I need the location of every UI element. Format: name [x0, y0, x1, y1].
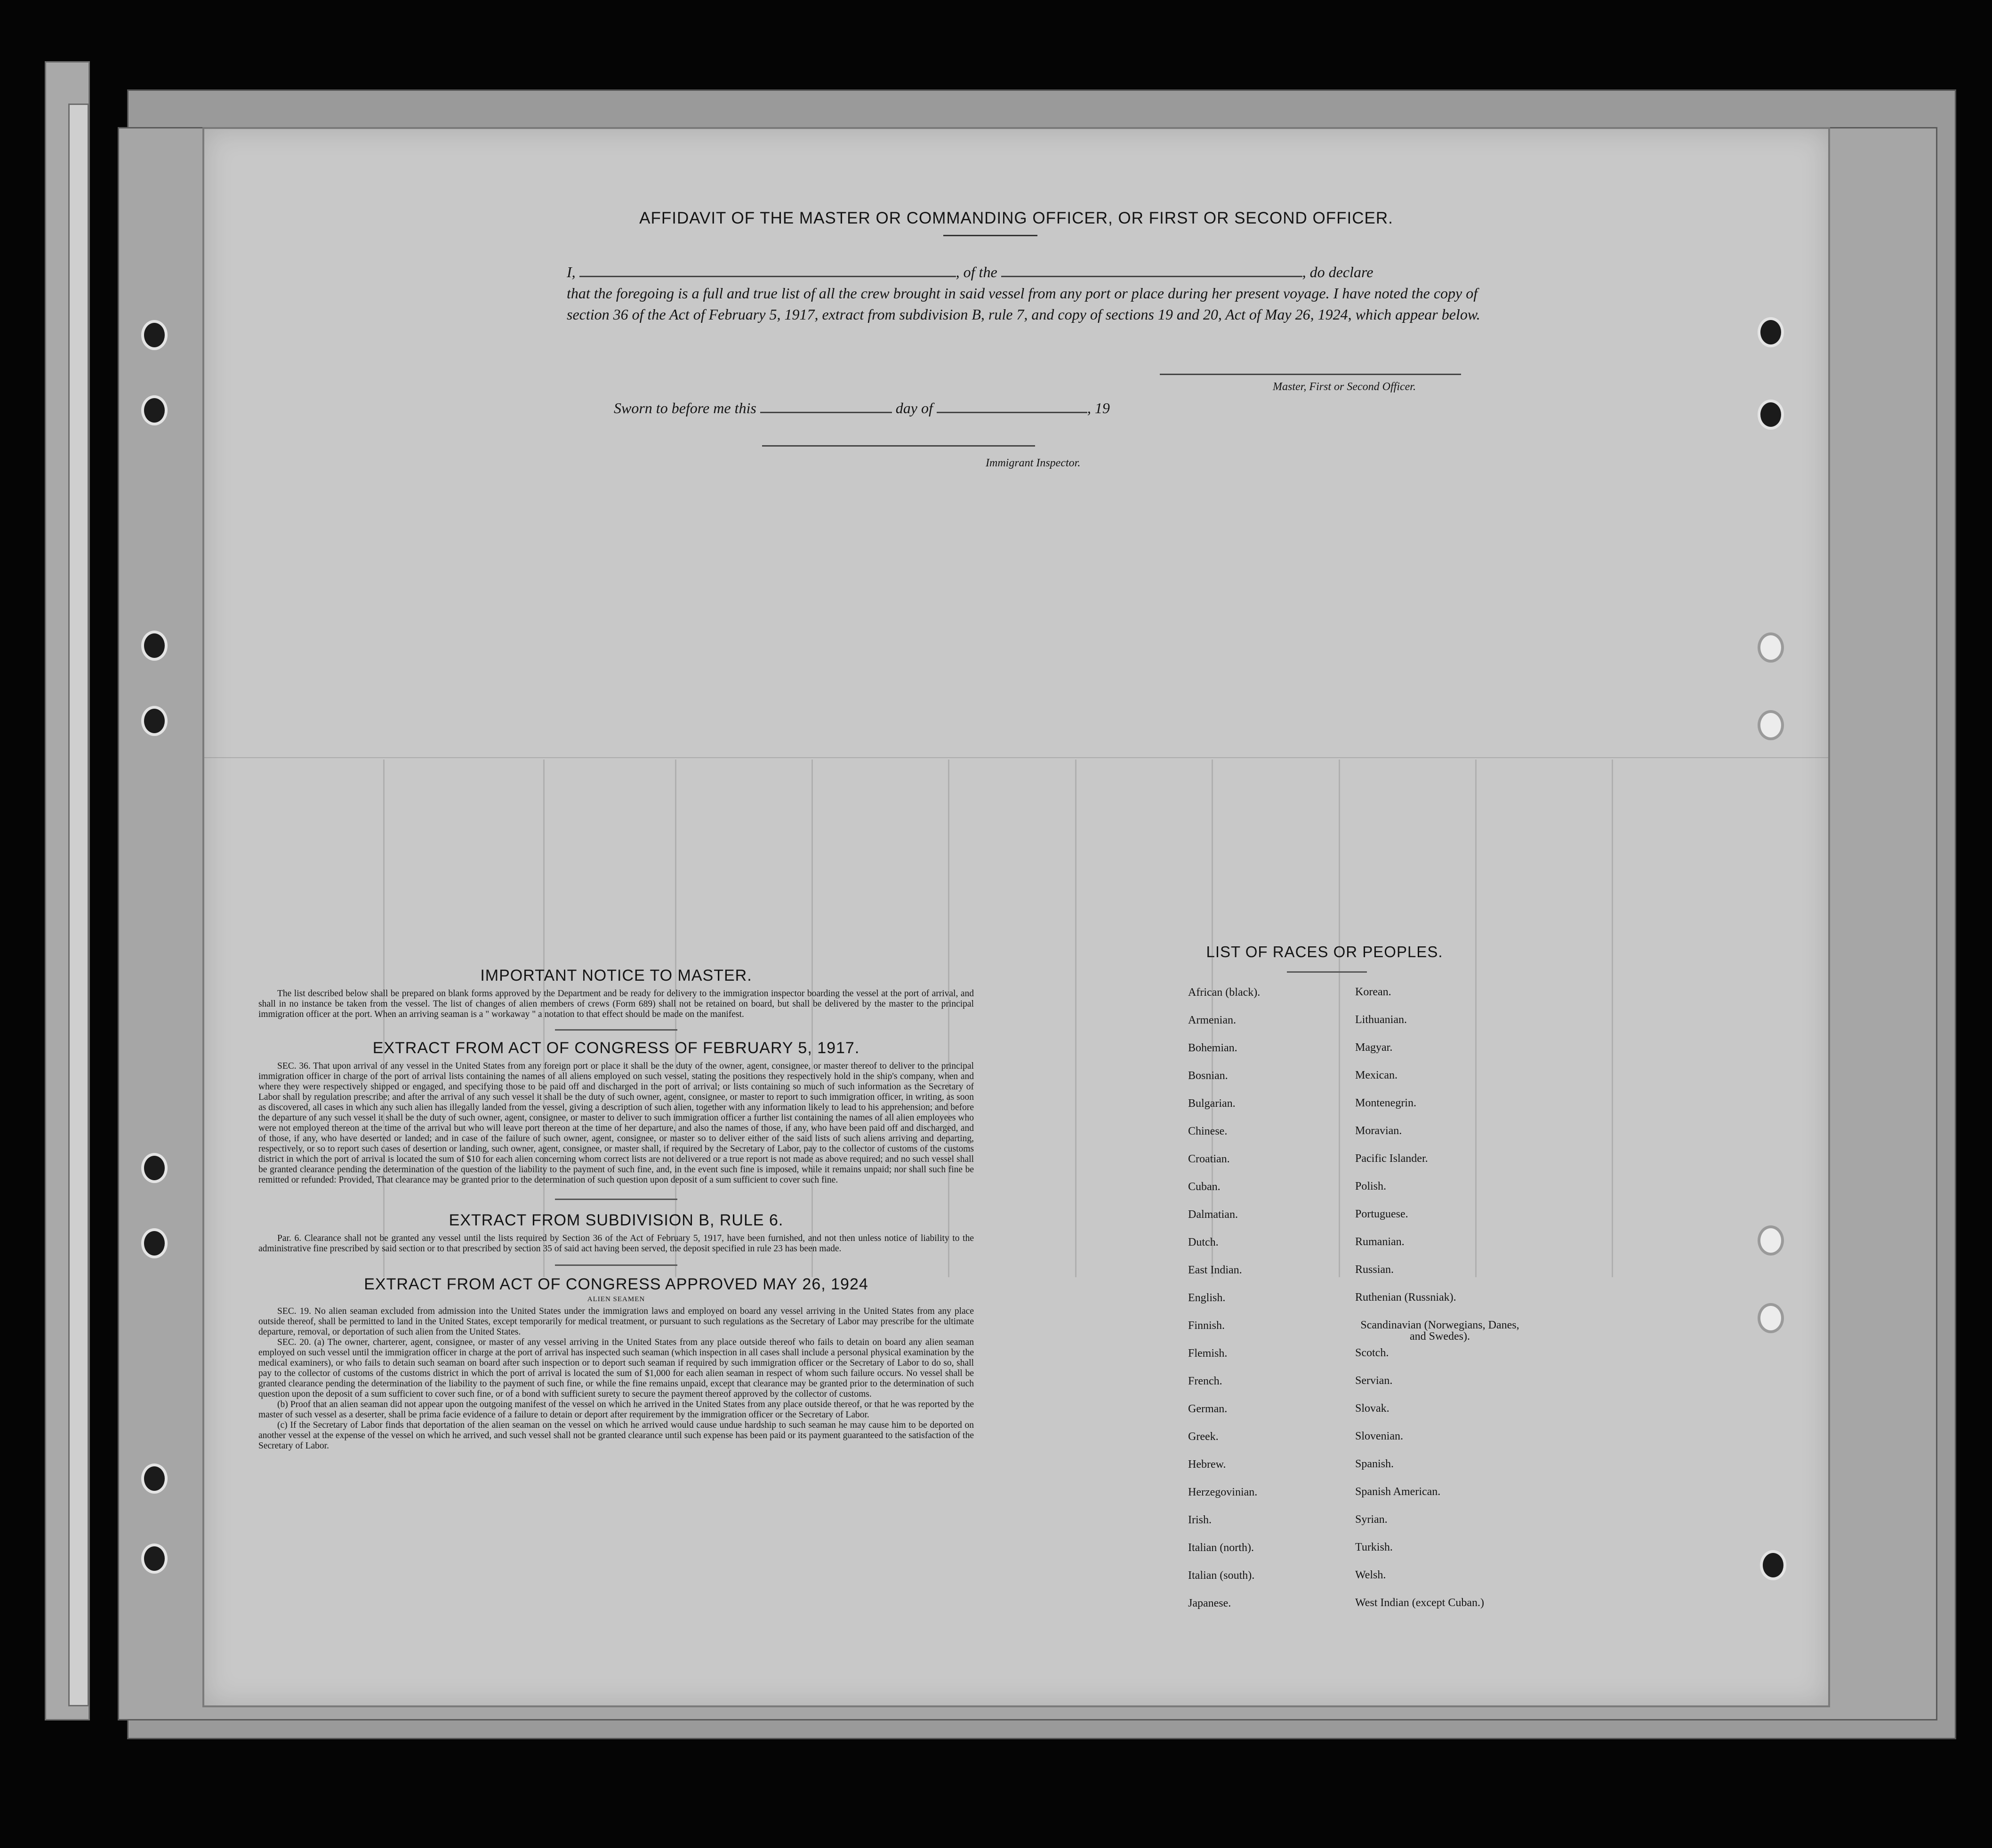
race-row — [1188, 1292, 1588, 1320]
subdivision-body: Par. 6. Clearance shall not be granted any vessel until the lists required by Section 36 of the Act of February 5, 1917, have been furnished, and not then unless notice of liability to the administrative fine prescribed by said section or to that prescribed by section 35 of said act having been served, the deposit specified in rule 23 has been made. — [258, 1233, 974, 1254]
race-row — [1188, 1208, 1588, 1236]
race-row — [1188, 1236, 1588, 1264]
day-of-label: day of — [895, 400, 933, 416]
race-entry: Scotch. — [1355, 1347, 1389, 1359]
race-entry: Portuguese. — [1355, 1208, 1408, 1220]
race-entry: Greek. — [1188, 1431, 1219, 1443]
race-entry: Cuban. — [1188, 1181, 1221, 1193]
race-entry: Japanese. — [1188, 1597, 1231, 1609]
race-entry: Dutch. — [1188, 1236, 1219, 1248]
binder-hole — [141, 1228, 168, 1258]
race-row — [1188, 1181, 1588, 1208]
extract-1924-subtitle: ALIEN SEAMEN — [587, 1296, 645, 1303]
sec-20c-text — [258, 1420, 974, 1451]
declarant-prefix: I, — [567, 264, 576, 280]
binder-hole — [141, 1544, 168, 1574]
declarant-name-field[interactable] — [579, 276, 956, 277]
race-entry: Montenegrin. — [1355, 1097, 1416, 1109]
race-entry: Italian (north). — [1188, 1542, 1254, 1554]
race-entry: Magyar. — [1355, 1041, 1393, 1054]
notice-text — [258, 989, 974, 1020]
binder-hole — [1758, 317, 1784, 347]
race-row — [1188, 1542, 1588, 1569]
affidavit-title: AFFIDAVIT OF THE MASTER OR COMMANDING OFFICER, OR FIRST OR SECOND OFFICER. — [639, 209, 1393, 227]
binder-hole — [1758, 1303, 1784, 1333]
binder-hole — [1758, 400, 1784, 430]
race-entry: Slovenian. — [1355, 1430, 1403, 1442]
binder-hole — [141, 395, 168, 425]
binder-edge-inner — [68, 104, 89, 1706]
subdivision-title: EXTRACT FROM SUBDIVISION B, RULE 6. — [449, 1211, 784, 1229]
race-row — [1188, 1375, 1588, 1403]
race-entry: Servian. — [1355, 1375, 1393, 1387]
race-row — [1188, 1097, 1588, 1125]
race-entry: Polish. — [1355, 1180, 1387, 1192]
subdivision-text — [258, 1233, 974, 1254]
race-entry: Russian. — [1355, 1264, 1394, 1276]
vessel-name-field[interactable] — [1001, 276, 1302, 277]
race-entry: German. — [1188, 1403, 1228, 1415]
race-row — [1188, 1403, 1588, 1431]
race-entry: African (black). — [1188, 986, 1261, 999]
section-rule — [555, 1029, 677, 1031]
race-entry: East Indian. — [1188, 1264, 1242, 1276]
race-entry: Irish. — [1188, 1514, 1212, 1526]
year-label: , 19 — [1087, 400, 1110, 416]
master-signature-line[interactable] — [1160, 374, 1461, 375]
race-entry: West Indian (except Cuban.) — [1355, 1597, 1484, 1609]
race-row — [1188, 1014, 1588, 1042]
race-row — [1188, 1125, 1588, 1153]
race-row — [1188, 1347, 1588, 1375]
bleed-through-column — [1075, 760, 1076, 1277]
binder-hole — [141, 631, 168, 661]
sworn-month-field[interactable] — [937, 412, 1087, 413]
binder-hole — [1758, 710, 1784, 740]
of-the-label: , of the — [956, 264, 997, 280]
races-title: LIST OF RACES OR PEOPLES. — [1206, 943, 1443, 960]
extract-1917-title: EXTRACT FROM ACT OF CONGRESS OF FEBRUARY 5, 1917. — [372, 1039, 860, 1057]
master-signature-label: Master, First or Second Officer. — [1273, 381, 1416, 393]
race-entry: Spanish. — [1355, 1458, 1394, 1470]
race-entry: Spanish American. — [1355, 1486, 1441, 1498]
race-entry: Italian (south). — [1188, 1569, 1255, 1582]
race-row — [1188, 1153, 1588, 1181]
sec-20b-text — [258, 1400, 974, 1420]
race-entry: Flemish. — [1188, 1347, 1228, 1360]
sec-19-text — [258, 1306, 974, 1337]
extract-1917-text — [258, 1061, 974, 1185]
race-entry: Bohemian. — [1188, 1042, 1237, 1054]
sec-20a-body: SEC. 20. (a) The owner, charterer, agent, consignee, or master of any vessel arriving in the United States from any place outside thereof who fails to detain on board any alien seaman employed on such vessel until the immigration officer in charge at the port of arrival has inspected such seaman (which inspection in all cases shall include a personal physical examination by the medical examiners), or who fails to detain such seaman on board after such inspection or to deport such seaman if required by such immigration officer or the Secretary of Labor to do so, shall pay to the collector of customs of the customs district in which the port of arrival is located the sum of $1,000 for each alien seaman in respect of whom such failure occurs. No vessel shall be granted clearance pending the determination of the liability to the payment of such fine, or while the fine remains unpaid, except that clearance may be granted prior to the determination of such question upon the deposit of a sum sufficient to cover such fine, or of a bond with sufficient surety to secure the payment thereof approved by the collector of customs. — [258, 1337, 974, 1399]
race-entry: English. — [1188, 1292, 1226, 1304]
race-entry: Slovak. — [1355, 1402, 1390, 1415]
race-row — [1188, 1597, 1588, 1625]
race-entry: Chinese. — [1188, 1125, 1228, 1137]
race-row — [1188, 1431, 1588, 1458]
affidavit-text — [567, 262, 1485, 325]
race-entry: Rumanian. — [1355, 1236, 1405, 1248]
race-row — [1188, 1458, 1588, 1486]
binder-hole — [141, 320, 168, 350]
sec-20a-text — [258, 1337, 974, 1400]
do-declare-label: , do declare — [1302, 264, 1374, 280]
race-entry: Croatian. — [1188, 1153, 1230, 1165]
race-entry: Mexican. — [1355, 1069, 1398, 1081]
sworn-prefix: Sworn to before me this — [614, 400, 756, 416]
binder-hole — [141, 1153, 168, 1183]
binder-hole — [1758, 1225, 1784, 1256]
race-row — [1188, 1514, 1588, 1542]
notice-title: IMPORTANT NOTICE TO MASTER. — [480, 967, 752, 984]
section-rule — [555, 1264, 677, 1266]
affidavit-body: that the foregoing is a full and true list of all the crew brought in said vessel from any port or place during her present voyage. I have noted the copy of section 36 of the Act of February 5, 1917, extract from subdivision B, rule 7, and copy of sections 19 and 20, Act of May 26, 1924, which appear below. — [567, 285, 1480, 323]
sec-19-body: SEC. 19. No alien seaman excluded from admission into the United States under the immigration laws and employed on board any vessel arriving in the United States from any place outside thereof, shall be permitted to land in the United States, except temporarily for medical treatment, or pursuant to such regulations as the Secretary of Labor may prescribe for the ultimate departure, removal, or deportation of such alien from the United States. — [258, 1306, 974, 1337]
race-row — [1188, 1042, 1588, 1070]
race-entry: Moravian. — [1355, 1125, 1402, 1137]
declaration-line — [567, 262, 1485, 283]
race-row — [1188, 986, 1588, 1014]
binder-hole — [1758, 632, 1784, 663]
race-entry: Bulgarian. — [1188, 1097, 1236, 1110]
race-entry: Dalmatian. — [1188, 1208, 1238, 1221]
extract-1917-body: SEC. 36. That upon arrival of any vessel in the United States from any foreign port or place it shall be the duty of the owner, agent, consignee, or master thereof to deliver to the principal immigration officer in charge of the port of arrival lists containing the names of all aliens employed on such vessel, stating the positions they respectively hold in the ship's company, when and where they were respectively shipped or engaged, and specifying those to be paid off and discharged in the port of arrival; or lists containing so much of such information as the Secretary of Labor shall by regulation prescribe; and after the arrival of any such vessel it shall be the duty of such owner, agent, consignee, or master to report to such immigration officer, in writing, as soon as discovered, all cases in which any such alien has illegally landed from the vessel, giving a description of such alien, together with any information likely to lead to his apprehension; and before the departure of any such vessel it shall be the duty of such owner, agent, consignee, or master to deliver to such immigration officer a further list containing the names of all alien employees who were not employed thereon at the time of the arrival but who will leave port thereon at the time of her departure, and also the names of those, if any, who have been paid off and discharged, and of those, if any, who have deserted or landed; and in case of the failure of such owner, agent, consignee, or master so to deliver either of the said lists of such aliens arriving and departing, respectively, or so to report such cases of desertion or landing, such owner, agent, consignee, or master shall, if required by the Secretary of Labor, pay to the collector of customs of the customs district in which the port of arrival is located the sum of $10 for each alien concerning whom correct lists are not delivered or a true report is not made as above required; and no such vessel shall be granted clearance pending the determination of the question of the liability to the payment of such fine, and, in the event such fine is imposed, while it remains unpaid; nor shall such fine be remitted or refunded: Provided, That clearance may be granted prior to the determination of such question upon deposit of a sum sufficient to cover such fine. — [258, 1061, 974, 1185]
legal-extracts — [258, 967, 974, 1451]
race-row — [1188, 1569, 1588, 1597]
race-entry: Welsh. — [1355, 1569, 1386, 1581]
race-entry: Korean. — [1355, 986, 1391, 998]
inspector-signature-line[interactable] — [762, 445, 1035, 447]
race-row — [1188, 1264, 1588, 1292]
title-rule — [943, 235, 1037, 236]
bleed-through-rule — [204, 757, 1828, 758]
race-entry: Pacific Islander. — [1355, 1152, 1428, 1165]
binder-hole — [1760, 1550, 1786, 1580]
sworn-day-field[interactable] — [760, 412, 892, 413]
race-entry: Syrian. — [1355, 1513, 1388, 1526]
race-entry: Bosnian. — [1188, 1070, 1228, 1082]
race-row — [1188, 1486, 1588, 1514]
inspector-signature-label: Immigrant Inspector. — [986, 457, 1081, 469]
race-row — [1188, 1070, 1588, 1097]
race-entry: Herzegovinian. — [1188, 1486, 1258, 1498]
sworn-line — [614, 400, 1110, 417]
sec-20b-body: (b) Proof that an alien seaman did not appear upon the outgoing manifest of the vessel on which he arrived in the United States from any place outside thereof, or that he was reported by the master of such vessel as a deserter, shall be prima facie evidence of a failure to detain or deport after requirement by the immigration officer or the Secretary of Labor. — [258, 1400, 974, 1420]
manifest-page — [202, 127, 1830, 1707]
race-entry: Armenian. — [1188, 1014, 1236, 1026]
binder-hole — [141, 706, 168, 736]
race-entry: Hebrew. — [1188, 1458, 1226, 1471]
notice-body: The list described below shall be prepared on blank forms approved by the Department and be ready for delivery to the immigration inspector boarding the vessel at the port of arrival, and shall in no instance be taken from the vessel. The list of changes of alien members of crews (Form 689) shall not be retained on board, but shall be delivered by the master to the principal immigration officer at the port. When an arriving seaman is a " workaway " a notation to that effect should be made on the manifest. — [258, 989, 974, 1019]
race-entry: French. — [1188, 1375, 1222, 1387]
section-rule — [555, 1199, 677, 1200]
bleed-through-column — [1612, 760, 1613, 1277]
sec-20c-body: (c) If the Secretary of Labor finds that deportation of the alien seaman on the vessel on which he arrived would cause undue hardship to such seaman he may cause him to be deported on another vessel at the expense of the vessel on which he arrived, and such vessel shall not be granted clearance until such expense has been paid or its payment guaranteed to the satisfaction of the Secretary of Labor. — [258, 1420, 974, 1451]
races-rule — [1287, 971, 1367, 973]
race-row — [1188, 1320, 1588, 1347]
race-entry: Finnish. — [1188, 1320, 1225, 1332]
race-entry: Turkish. — [1355, 1541, 1393, 1553]
race-entry: Scandinavian (Norwegians, Danes, and Swedes). — [1360, 1319, 1519, 1343]
binder-hole — [141, 1464, 168, 1494]
race-entry: Lithuanian. — [1355, 1014, 1407, 1026]
race-entry: Ruthenian (Russniak). — [1355, 1291, 1456, 1304]
races-list — [1188, 986, 1588, 1625]
extract-1924-title: EXTRACT FROM ACT OF CONGRESS APPROVED MAY 26, 1924 — [364, 1275, 868, 1293]
